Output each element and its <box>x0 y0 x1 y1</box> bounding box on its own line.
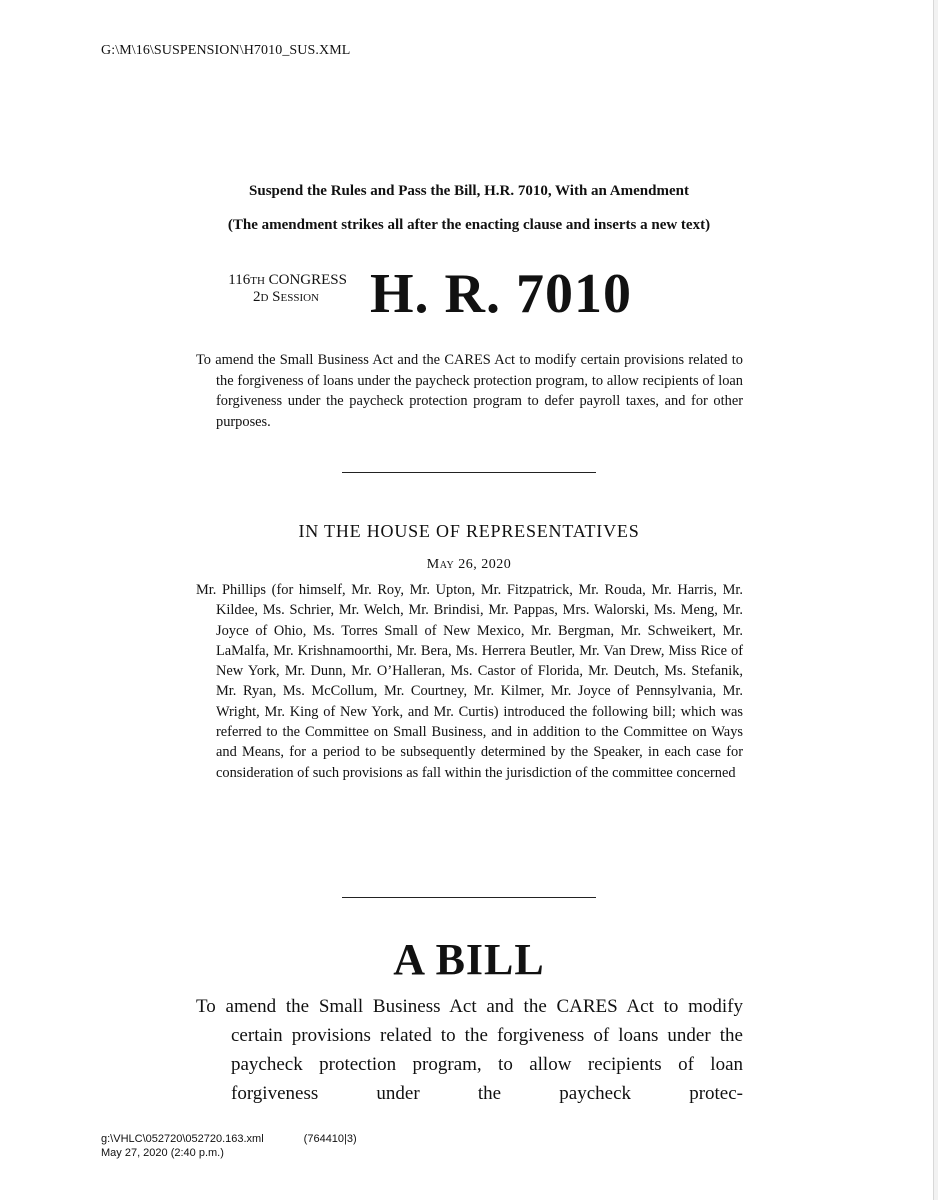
introduction-date: May 26, 2020 <box>426 557 512 572</box>
bill-purpose <box>196 350 743 432</box>
footer-id: (764410|3) <box>303 1133 357 1145</box>
page-edge <box>933 0 938 1200</box>
bill-purpose-text: To amend the Small Business Act and the CARES Act to modify certain provisions related to the forgiveness of loans under the paycheck protection program, to allow recipients of loan forgiveness under the paycheck protection program to defer payroll taxes, and for other purposes. <box>196 352 743 430</box>
motion-note: (The amendment strikes all after the enacting clause and inserts a new text) <box>227 217 711 233</box>
congress-word: CONGRESS <box>268 272 347 288</box>
footer <box>101 1133 357 1160</box>
bill-number: H. R. 7010 <box>370 263 632 325</box>
session-label: 2d Session <box>252 289 319 305</box>
sponsors-paragraph <box>196 580 743 783</box>
congress-session-block <box>197 272 347 306</box>
file-path-header: G:\M\16\SUSPENSION\H7010_SUS.XML <box>101 43 351 58</box>
a-bill-heading: A BILL <box>393 935 545 984</box>
footer-path: g:\VHLC\052720\052720.163.xml <box>101 1133 264 1145</box>
sponsors-text: Mr. Phillips (for himself, Mr. Roy, Mr. Upton, Mr. Fitzpatrick, Mr. Rouda, Mr. Harris, Mr. Kildee, Ms. Schrier, Mr. Welch, Mr. Brindisi, Mr. Pappas, Mrs. Walorski, Ms. Meng, Mr. Joyce of Ohio, Ms. Torres Small of New Mexico, Mr. Bergman, Mr. Schweikert, Mr. LaMalfa, Mr. Krishnamoorthi, Mr. Bera, Ms. Herrera Beutler, Mr. Van Drew, Miss Rice of New York, Mr. Dunn, Mr. O’Halleran, Ms. Castor of Florida, Mr. Deutch, Ms. Stefanik, Mr. Ryan, Ms. McCollum, Mr. Courtney, Mr. Kilmer, Mr. Joyce of Pennsylvania, Mr. Wright, Mr. King of New York, and Mr. Curtis) introduced the following bill; which was referred to the Committee on Small Business, and in addition to the Committee on Ways and Means, for a period to be subsequently determined by the Speaker, in each case for consideration of such provisions as fall within the jurisdiction of the committee concerned <box>196 582 743 781</box>
divider-rule <box>342 472 596 473</box>
long-title-text: To amend the Small Business Act and the CARES Act to modify certain provisions related to the forgiveness of loans under the paycheck protection program, to allow recipients of loan forgiveness under the paycheck protec- <box>196 996 743 1104</box>
house-heading: IN THE HOUSE OF REPRESENTATIVES <box>298 521 640 541</box>
footer-timestamp: May 27, 2020 (2:40 p.m.) <box>101 1146 224 1159</box>
congress-number: 116th <box>228 272 265 288</box>
divider-rule <box>342 897 596 898</box>
motion-title: Suspend the Rules and Pass the Bill, H.R. 7010, With an Amendment <box>249 183 689 199</box>
long-title <box>196 992 743 1108</box>
